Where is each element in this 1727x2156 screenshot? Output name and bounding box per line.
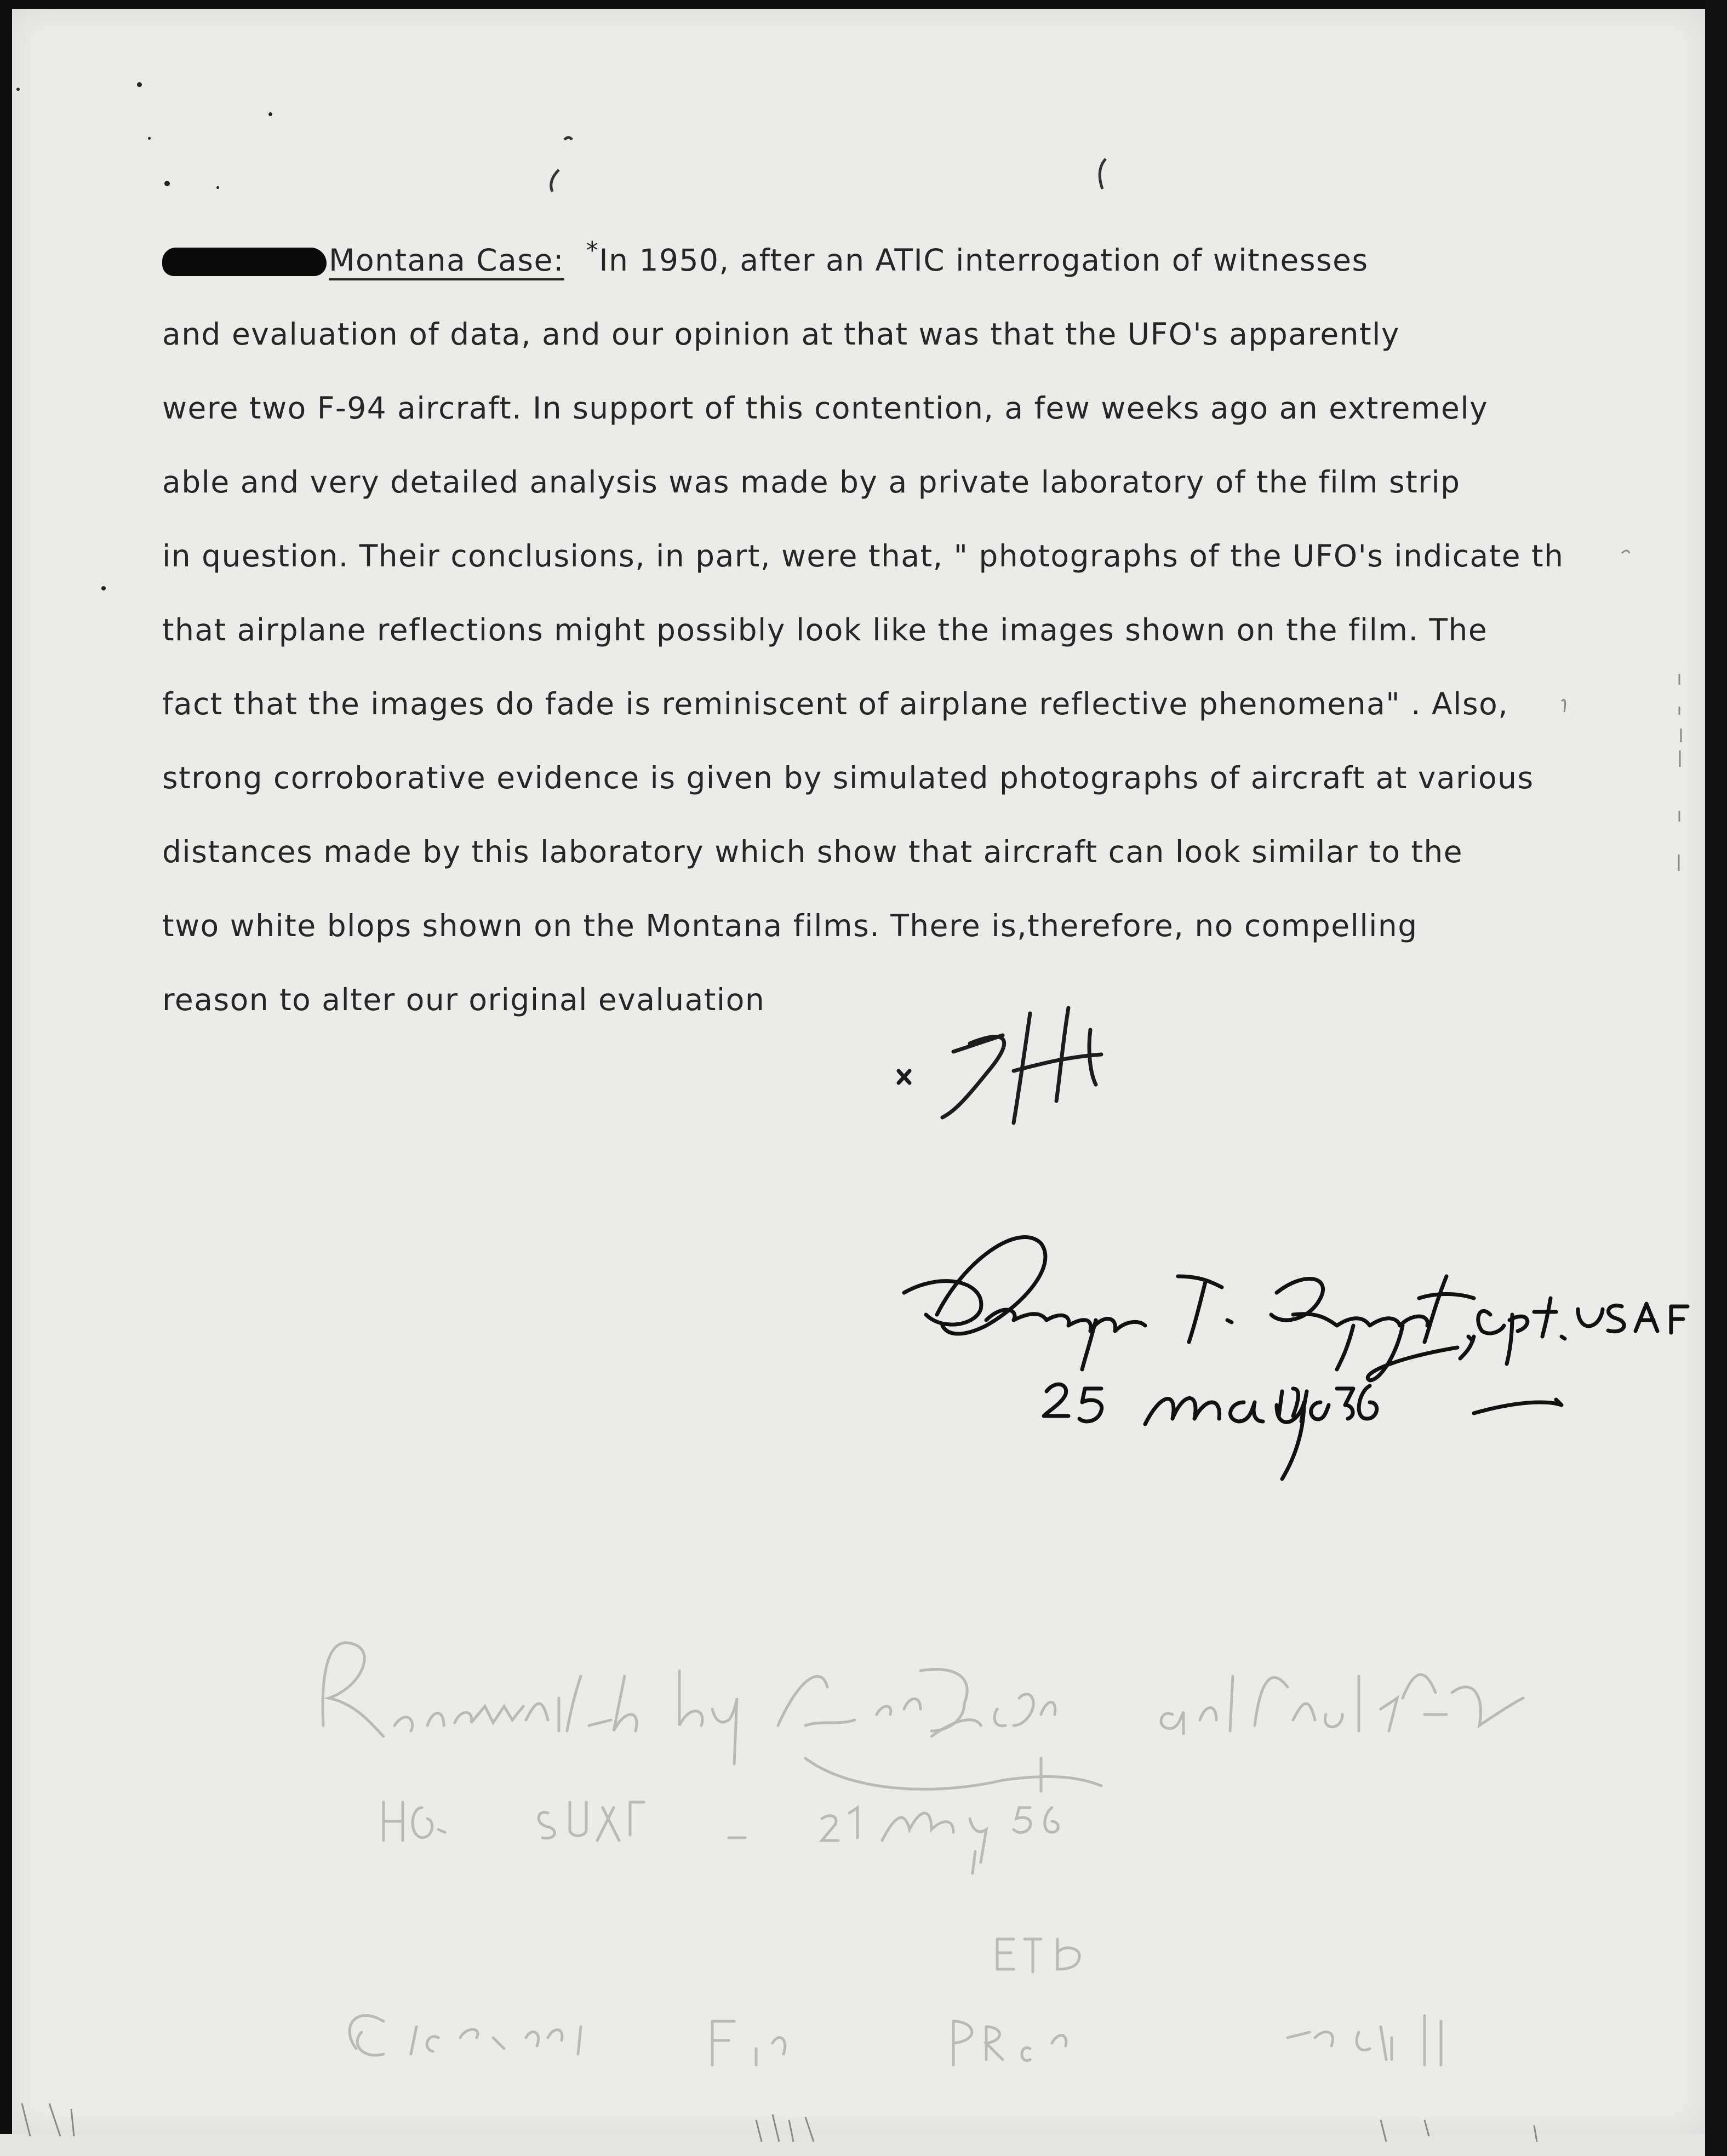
redaction-mark [162,248,327,276]
memo-text: In 1950, after an ATIC interrogation of witnesses [599,243,1369,278]
scan-border-right [1705,0,1727,2156]
case-heading: Montana Case: [329,243,564,278]
memo-line-5: in question. Their conclusions, in part, were that, " photographs of the UFO's indicate th [162,538,1564,574]
scan-border-bottom [0,2134,1727,2156]
memo-line-8: strong corroborative evidence is given by simulated photographs of aircraft at various [162,760,1534,795]
memo-line-1 [162,214,1652,297]
memo-line-7: fact that the images do fade is reminiscent of airplane reflective phenomena" . Also, [162,686,1509,721]
memo-line-11: reason to alter our original evaluation [162,982,765,1017]
asterisk-mark: * [586,237,599,265]
memo-line-3: were two F-94 aircraft. In support of this contention, a few weeks ago an extremely [162,391,1489,426]
memo-line-6: that airplane reflections might possibly look like the images shown on the film. The [162,612,1488,647]
memo-line-9: distances made by this laboratory which show that aircraft can look similar to the [162,834,1463,869]
memo-line-2: and evaluation of data, and our opinion at that was that the UFO's apparently [162,317,1400,352]
memo-line-10: two white blops shown on the Montana films. There is,therefore, no compelling [162,908,1418,943]
memo-body [162,214,1652,1037]
memo-line-4: able and very detailed analysis was made by a private laboratory of the film strip [162,465,1461,500]
